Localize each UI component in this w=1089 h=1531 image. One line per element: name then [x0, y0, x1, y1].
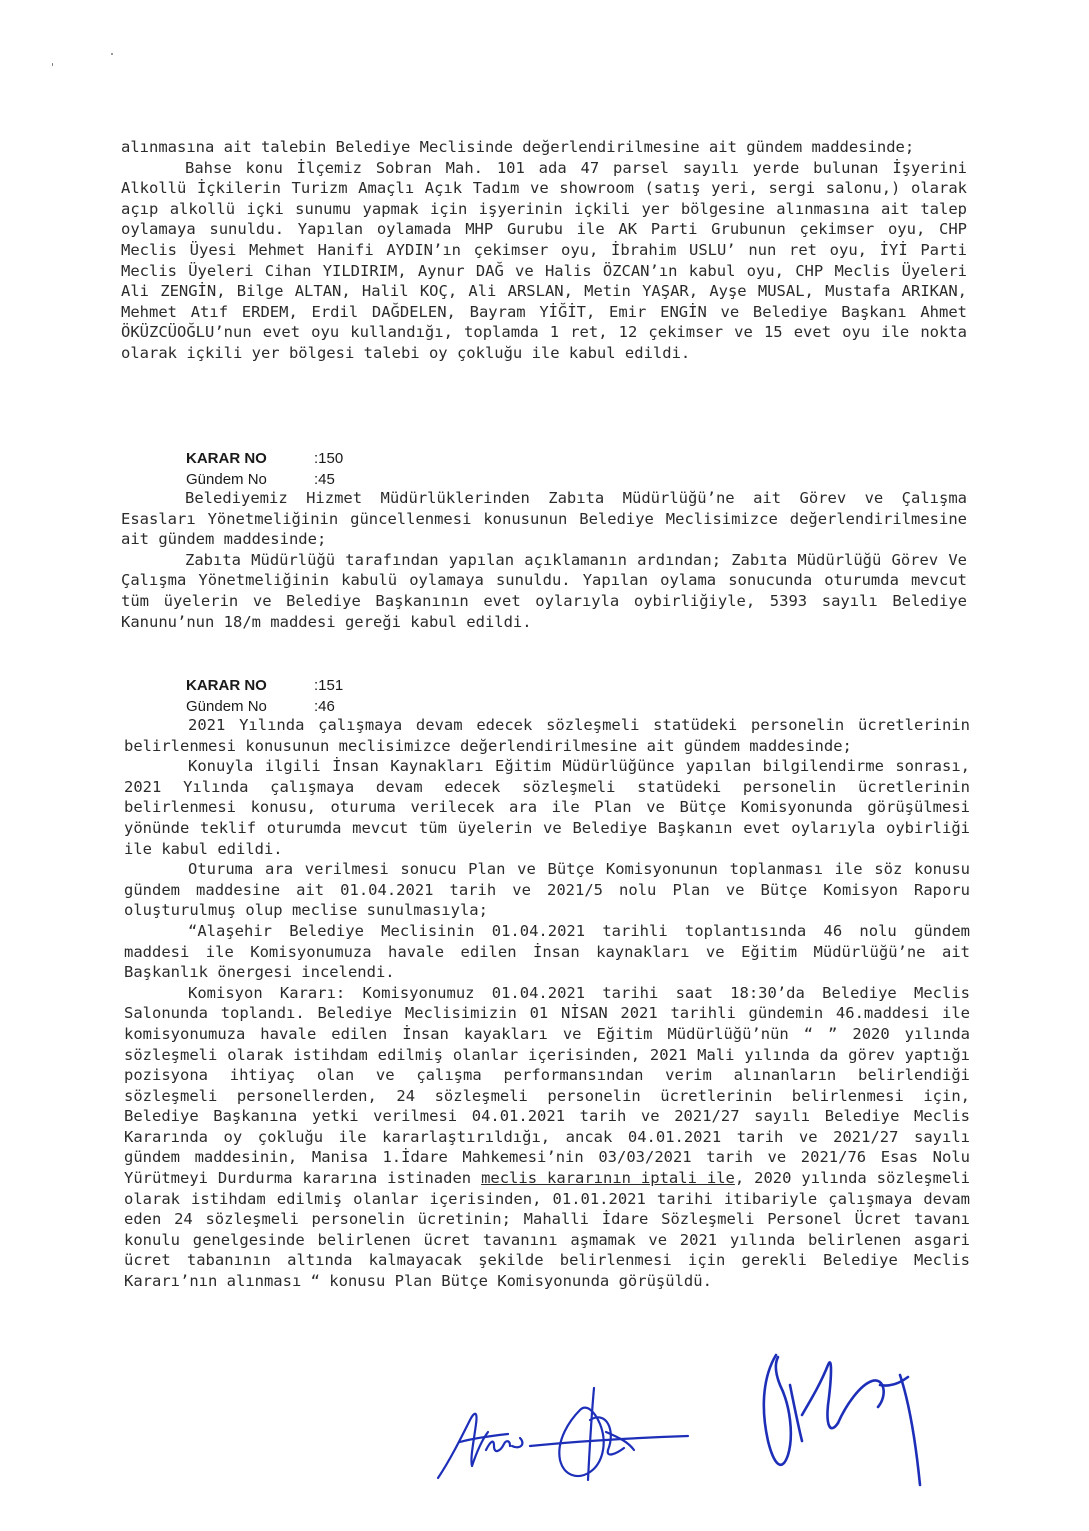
decision-151-body [124, 715, 970, 1292]
gundem-no-value: :45 [314, 471, 335, 488]
karar-no-value: :150 [314, 450, 344, 467]
decision-150-topic: Belediyemiz Hizmet Müdürlüklerinden Zabıta Müdürlüğü’ne ait Görev ve Çalışma Esasları Yönetmeliğinin güncellenmesi konusunun Belediye Meclisimizce değerlendirilmesine ait gündem maddesinde; [121, 489, 967, 549]
karar-no-label: KARAR NO [186, 450, 267, 467]
underlined-phrase: meclis kararının iptali ile [481, 1169, 735, 1188]
decision-151-break: Oturuma ara verilmesi sonucu Plan ve Bütçe Komisyonunun toplanması ile söz konusu gündem maddesine ait 01.04.2021 tarih ve 2021/5 nolu Plan ve Bütçe Komisyon Raporu oluşturulmuş olup meclise sunulmasıyla; [124, 860, 970, 920]
decision-151-info: Konuyla ilgili İnsan Kaynakları Eğitim Müdürlüğünce yapılan bilgilendirme sonrası, 2021 Yılında çalışmaya devam edecek sözleşmeli statüdeki personelin ücretlerinin belirlenmesi konusu, oturuma verilecek ara ile Plan ve Bütçe Komisyonunda görüşülmesi yönünde teklif oturumda mevcut tüm üyelerin ve Belediye Başkanın evet oylarıyla oybirliği ile kabul edildi. [124, 757, 970, 858]
decision-151-header [186, 675, 343, 717]
decision-150-result: Zabıta Müdürlüğü tarafından yapılan açıklamanın ardından; Zabıta Müdürlüğü Görev Ve Çalışma Yönetmeliğinin kabulü oylamaya sunuldu. Yapılan oylama sonucunda oturumda mevcut tüm üyelerin ve Belediye Başkanının evet oylarıyla oybirliğiyle, 5393 sayılı Belediye Kanunu’nun 18/m maddesi gereği kabul edildi. [121, 550, 967, 631]
gundem-no-label: Gündem No [186, 471, 267, 488]
commission-text-end: , 2020 yılında sözleşmeli olarak istihdam edilmiş olanlar içerisinden, 01.01.2021 tarihi itibariyle çalışmaya devam eden 24 sözleşmeli personelin ücretinin; Mahalli İdare Sözleşmeli Personel Ücret tavanı konulu genelgesinde belirlenen ücret tavanını aşmamak ve 2021 yılında belirlenen asgari ücret tabanının altında kalmayacak şekilde belirlenmesi için gerekli Belediye Meclis Kararı’nın alınması “ konusu Plan Bütçe Komisyonunda görüşüldü. [124, 1169, 970, 1291]
continuation-block [121, 137, 967, 364]
decision-150-body [121, 488, 967, 632]
continuation-paragraph: alınmasına ait talebin Belediye Meclisinde değerlendirilmesine ait gündem maddesinde; [121, 138, 915, 156]
commission-text-start: Komisyon Kararı: Komisyonumuz 01.04.2021 tarihi saat 18:30’da Belediye Meclis Salonunda toplandı. Belediye Meclisimizin 01 NİSAN 2021 tarihli gündemin 46.maddesi ile komisyonumuza havale edilen İnsan kayakları ve Eğitim Müdürlüğü’nün “ ” 2020 yılında sözleşmeli olarak istihdam edilmiş olanlar içerisinden, 2021 Mali yılında da görev yaptığı pozisyona ihtiyaç olan ve çalışma performansından verim alınanların belirlendiği sözleşmeli personellerden, 24 sözleşmeli personelin ücretlerinin belirlenmesi için, Belediye Başkanına yetki verilmesi 04.01.2021 tarih ve 2021/27 sayılı Belediye Meclis Kararında oy çokluğu ile kararlaştırıldığı, ancak 04.01.2021 tarih ve 2021/27 sayılı gündem maddesinin, Manisa 1.İdare Mahkemesi’nin 03/03/2021 tarih ve 2021/76 Esas Nolu Yürütmeyi Durdurma kararına istinaden [124, 983, 970, 1188]
decision-151-quote: “Alaşehir Belediye Meclisinin 01.04.2021 tarihli toplantısında 46 nolu gündem maddesi ile Komisyonumuza havale edilen İnsan kaynakları ve Eğitim Müdürlüğü’ne ait Başkanlık önergesi incelendi. [124, 921, 970, 982]
karar-no-value: :151 [314, 677, 344, 694]
gundem-no-label: Gündem No [186, 698, 267, 715]
signature-right [750, 1345, 950, 1495]
decision-150-header [186, 448, 343, 490]
gundem-no-value: :46 [314, 698, 335, 715]
karar-no-label: KARAR NO [186, 677, 267, 694]
commission-decision-paragraph [124, 983, 970, 1292]
signature-left [430, 1380, 700, 1490]
vote-result-paragraph: Bahse konu İlçemiz Sobran Mah. 101 ada 47 parsel sayılı yerde bulunan İşyerini Alkollü İçkilerin Turizm Amaçlı Açık Tadım ve showroom (satış yeri, sergi salonu,) olarak açıp alkollü içki sunumu yapmak için işyerinin içkili yer bölgesine alınmasına ait talep oylamaya sunuldu. Yapılan oylamada MHP Gurubu ile AK Parti Grubunun çekimser oyu, CHP Meclis Üyesi Mehmet Hanifi AYDIN’ın çekimser oyu, İbrahim USLU’ nun ret oyu, İYİ Parti Meclis Üyeleri Cihan YILDIRIM, Aynur DAĞ ve Halis ÖZCAN’ın kabul oyu, CHP Meclis Üyeleri Ali ZENGİN, Bilge ALTAN, Halil KOÇ, Ali ARSLAN, Metin YAŞAR, Ayşe MUSAL, Mustafa ARIKAN, Mehmet Atıf ERDEM, Erdil DAĞDELEN, Bayram YİĞİT, Emir ENGİN ve Belediye Başkanı Ahmet ÖKÜZCÜOĞLU’nun evet oyu kullandığı, toplamda 1 ret, 12 çekimser ve 15 evet oyu ile nokta olarak içkili yer bölgesi talebi oy çokluğu ile kabul edildi. [121, 158, 967, 362]
decision-151-topic: 2021 Yılında çalışmaya devam edecek sözleşmeli statüdeki personelin ücretlerinin belirlenmesi konusunun meclisimizce değerlendirilmesine ait gündem maddesinde; [124, 716, 970, 755]
